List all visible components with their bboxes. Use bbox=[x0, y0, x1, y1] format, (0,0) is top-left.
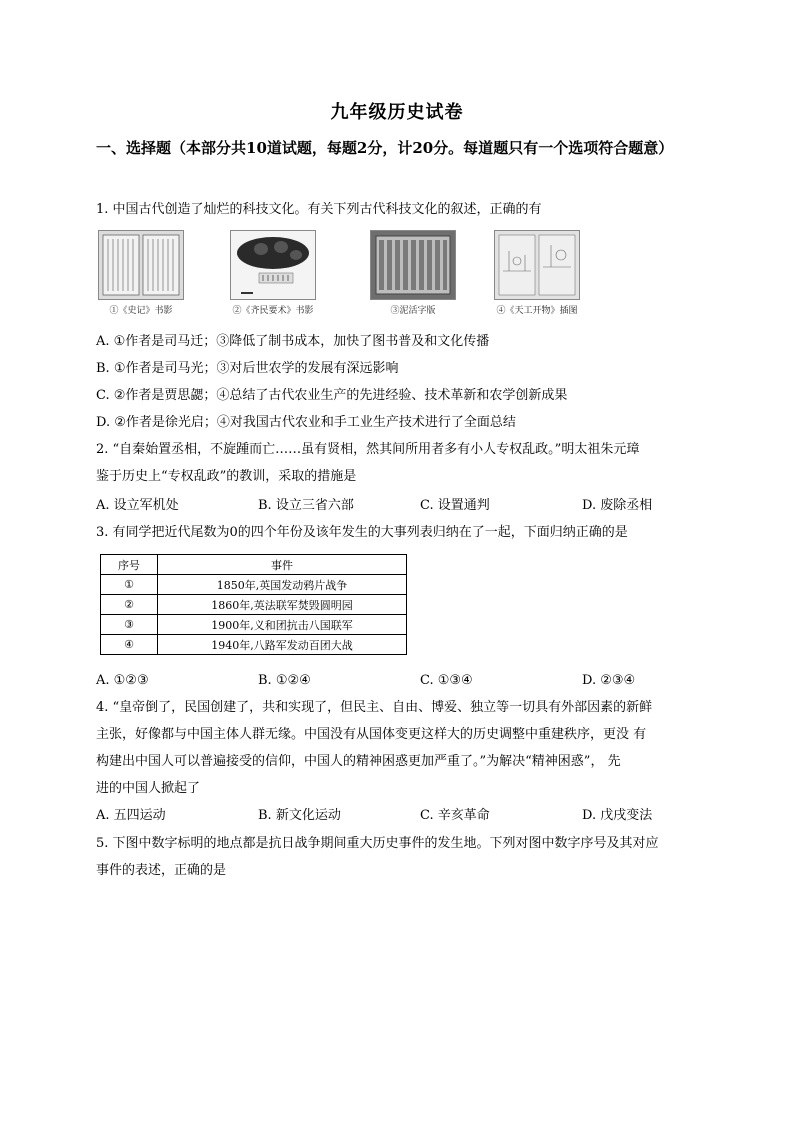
table-row bbox=[101, 615, 407, 635]
figure-qiminyaoshu bbox=[228, 230, 318, 318]
clay-type-image bbox=[370, 230, 456, 300]
q2-option-c[interactable]: C. 设置通判 bbox=[420, 498, 490, 513]
q3-option-a[interactable]: A. ①②③ bbox=[96, 673, 149, 688]
q1-stem: 1. 中国古代创造了灿烂的科技文化。有关下列古代科技文化的叙述，正确的有 bbox=[96, 202, 542, 217]
header-event: 事件 bbox=[158, 555, 407, 575]
tiangongkaiwu-illustration-image bbox=[494, 230, 580, 300]
table-row bbox=[101, 635, 407, 655]
q5-stem-line2: 事件的表述，正确的是 bbox=[96, 863, 227, 878]
q4-option-d[interactable]: D. 戊戌变法 bbox=[582, 808, 653, 823]
q5-stem-line1: 5. 下图中数字标明的地点都是抗日战争期间重大历史事件的发生地。下列对图中数字序号及其对应 bbox=[96, 836, 659, 851]
q4-stem-line3: 构建出中国人可以普遍接受的信仰，中国人的精神困惑更加严重了。”为解决“精神困惑”， 先 bbox=[96, 754, 621, 769]
q4-option-a[interactable]: A. 五四运动 bbox=[96, 808, 166, 823]
q2-stem-line2: 鉴于历史上“专权乱政”的教训，采取的措施是 bbox=[96, 469, 357, 484]
q4-option-c[interactable]: C. 辛亥革命 bbox=[420, 808, 490, 823]
shiji-book-image bbox=[98, 230, 184, 300]
q1-option-a[interactable]: A. ①作者是司马迁；③降低了制书成本，加快了图书普及和文化传播 bbox=[96, 334, 490, 349]
q1-option-c[interactable]: C. ②作者是贾思勰；④总结了古代农业生产的先进经验、技术革新和农学创新成果 bbox=[96, 388, 568, 403]
row-index: ① bbox=[101, 575, 158, 595]
row-index: ④ bbox=[101, 635, 158, 655]
row-event: 1940年,八路军发动百团大战 bbox=[158, 635, 407, 655]
q2-option-a[interactable]: A. 设立军机处 bbox=[96, 498, 179, 513]
q3-option-c[interactable]: C. ①③④ bbox=[420, 673, 473, 688]
figure-caption: ④《天工开物》插图 bbox=[496, 306, 578, 316]
header-index: 序号 bbox=[101, 555, 158, 575]
q3-stem: 3. 有同学把近代尾数为0的四个年份及该年发生的大事列表归纳在了一起，下面归纳正确的是 bbox=[96, 525, 628, 540]
q1-figures bbox=[96, 230, 596, 322]
q3-option-b[interactable]: B. ①②④ bbox=[258, 673, 311, 688]
figure-clay-type bbox=[368, 230, 458, 318]
table-row bbox=[101, 595, 407, 615]
q4-stem-line2: 主张，好像都与中国主体人群无缘。中国没有从国体变更这样大的历史调整中重建秩序，更没 有 bbox=[96, 727, 647, 742]
q4-stem-line1: 4. “皇帝倒了，民国创建了，共和实现了，但民主、自由、博爱、独立等一切具有外部因素的新鲜 bbox=[96, 700, 653, 715]
table-row bbox=[101, 575, 407, 595]
row-index: ② bbox=[101, 595, 158, 615]
q3-option-d[interactable]: D. ②③④ bbox=[582, 673, 636, 688]
page-title: 九年级历史试卷 bbox=[330, 102, 464, 123]
q1-option-d[interactable]: D. ②作者是徐光启；④对我国古代农业和手工业生产技术进行了全面总结 bbox=[96, 415, 516, 430]
figure-tiangongkaiwu bbox=[492, 230, 582, 318]
q1-option-b[interactable]: B. ①作者是司马光；③对后世农学的发展有深远影响 bbox=[96, 361, 399, 376]
row-event: 1850年,英国发动鸦片战争 bbox=[158, 575, 407, 595]
row-event: 1900年,义和团抗击八国联军 bbox=[158, 615, 407, 635]
figure-caption: ②《齐民要术》书影 bbox=[232, 306, 314, 316]
figure-caption: ③泥活字版 bbox=[390, 306, 436, 316]
q4-option-b[interactable]: B. 新文化运动 bbox=[258, 808, 341, 823]
q4-stem-line4: 进的中国人掀起了 bbox=[96, 781, 201, 796]
qiminyaoshu-scroll-image bbox=[230, 230, 316, 300]
row-index: ③ bbox=[101, 615, 158, 635]
q3-event-table bbox=[100, 554, 407, 655]
figure-caption: ①《史记》书影 bbox=[109, 306, 173, 316]
row-event: 1860年,英法联军焚毁圆明园 bbox=[158, 595, 407, 615]
q2-option-b[interactable]: B. 设立三省六部 bbox=[258, 498, 354, 513]
section-heading: 一、选择题（本部分共10道试题，每题2分，计20分。每道题只有一个选项符合题意） bbox=[96, 139, 674, 157]
q2-option-d[interactable]: D. 废除丞相 bbox=[582, 498, 653, 513]
figure-shiji bbox=[96, 230, 186, 318]
q2-stem-line1: 2. “自秦始置丞相，不旋踵而亡……虽有贤相，然其间所用者多有小人专权乱政。”明太祖朱元璋 bbox=[96, 442, 640, 457]
table-header-row bbox=[101, 555, 407, 575]
